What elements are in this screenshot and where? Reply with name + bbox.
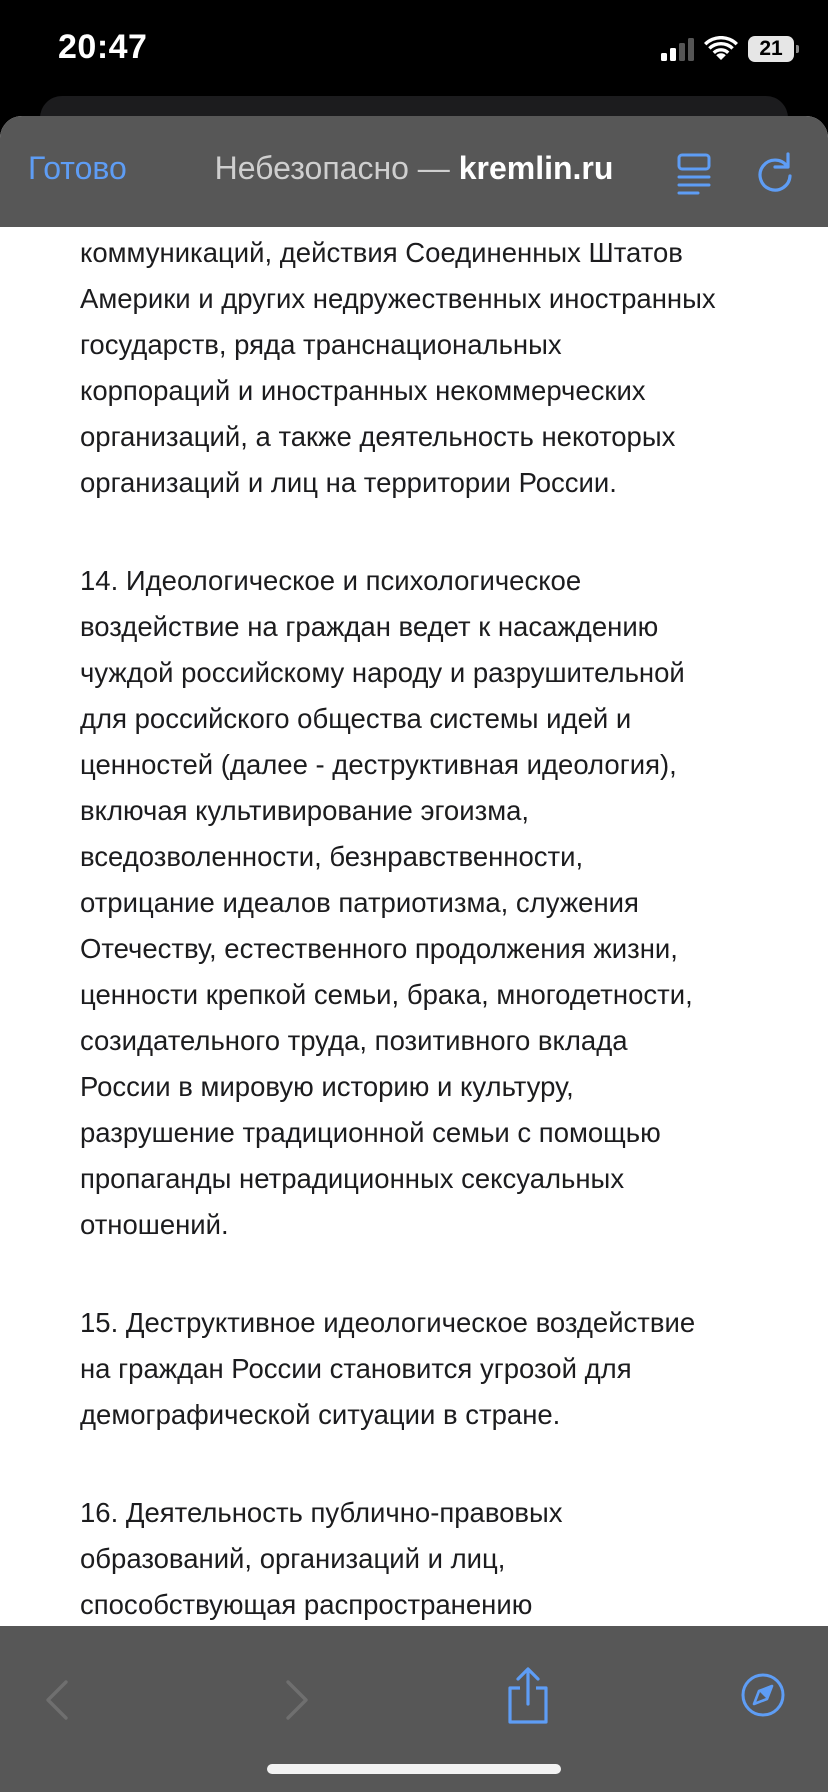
wifi-icon <box>704 36 738 62</box>
chevron-right-icon[interactable] <box>282 1678 312 1722</box>
navigation-bar <box>0 116 828 227</box>
cellular-signal-icon <box>661 37 694 61</box>
article-paragraph-14: 14. Идеологическое и психологическое воздействие на граждан ведет к насаждению чуждой российскому народу и разрушительной для российского общества системы идей и ценностей (далее - деструктивная идеология), включая культивирование эгоизма, вседозволенности, безнравственности, отрицание идеалов патриотизма, служения Отечеству, естественного продолжения жизни, ценности крепкой семьи, брака, многодетности, созидательного труда, позитивного вклада России в мировую историю и культуру, разрушение традиционной семьи с помощью пропаганды нетрадиционных сексуальных отношений. <box>80 565 693 1240</box>
status-icons <box>661 34 794 64</box>
status-time: 20:47 <box>58 28 148 66</box>
not-secure-label: Небезопасно — <box>214 150 450 186</box>
done-button[interactable]: Готово <box>28 150 127 186</box>
status-bar <box>0 0 828 100</box>
reader-view-icon[interactable] <box>676 152 716 196</box>
article-paragraph-15: 15. Деструктивное идеологическое воздействие на граждан России становится угрозой для демографической ситуации в стране. <box>80 1307 696 1430</box>
article-paragraph: коммуникаций, действия Соединенных Штатов Америки и других недружественных иностранных государств, ряда транснациональных корпораций и иностранных некоммерческих организаций, а также деятельность некоторых организаций и лиц на территории России. <box>80 237 716 498</box>
article-content <box>80 184 770 1680</box>
reload-icon[interactable] <box>752 150 798 196</box>
article-paragraph-16: 16. Деятельность публично-правовых образований, организаций и лиц, способствующая распространению <box>80 1497 563 1620</box>
domain-label: kremlin.ru <box>458 150 614 186</box>
safari-view-sheet <box>0 116 828 1792</box>
chevron-left-icon[interactable] <box>42 1678 72 1722</box>
home-indicator[interactable] <box>267 1764 561 1774</box>
battery-icon: 21 <box>748 36 794 62</box>
share-icon[interactable] <box>506 1666 550 1726</box>
compass-icon[interactable] <box>740 1672 786 1718</box>
